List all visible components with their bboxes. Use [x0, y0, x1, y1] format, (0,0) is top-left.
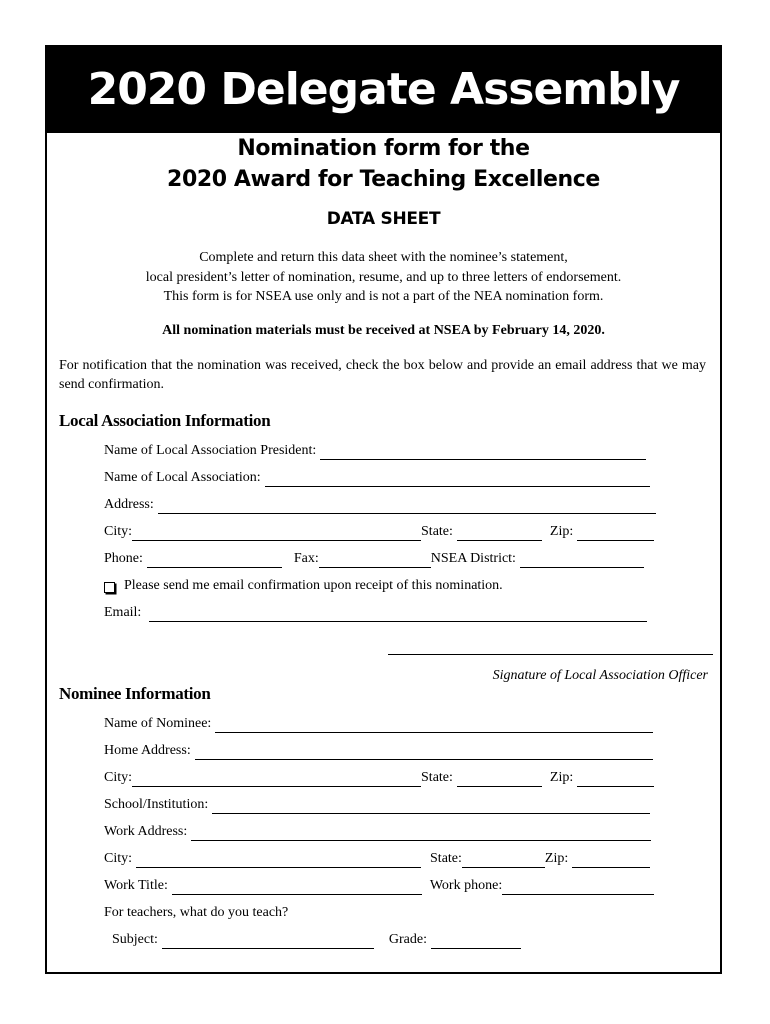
work-state-field[interactable] — [462, 852, 545, 868]
form-title-line1: Nomination form for the — [237, 136, 530, 161]
work-title-field[interactable] — [172, 879, 422, 895]
school-label: School/Institution: — [104, 797, 209, 812]
nominee-state-field[interactable] — [457, 771, 542, 787]
president-row — [104, 440, 646, 460]
association-row — [104, 467, 650, 487]
work-city-row — [104, 848, 650, 868]
city-field[interactable] — [132, 525, 421, 541]
state-label: State: — [421, 524, 453, 539]
fax-label: Fax: — [293, 551, 319, 566]
nominee-zip-label: Zip: — [549, 770, 574, 785]
nominee-state-label: State: — [421, 770, 453, 785]
district-field[interactable] — [520, 552, 644, 568]
nominee-name-field[interactable] — [215, 717, 653, 733]
phone-field[interactable] — [147, 552, 282, 568]
work-city-field[interactable] — [136, 852, 421, 868]
school-row — [104, 794, 650, 814]
association-label: Name of Local Association: — [104, 470, 261, 485]
city-state-zip-row — [104, 521, 654, 541]
subject-grade-row — [112, 929, 521, 949]
city-label: City: — [104, 524, 133, 539]
address-field[interactable] — [158, 498, 656, 514]
zip-label: Zip: — [549, 524, 574, 539]
teach-question-row — [104, 902, 288, 922]
banner-title: 2020 Delegate Assembly — [47, 47, 720, 133]
association-field[interactable] — [265, 471, 650, 487]
school-field[interactable] — [212, 798, 650, 814]
phone-label: Phone: — [104, 551, 143, 566]
grade-label: Grade: — [388, 932, 427, 947]
instruction-line-3: This form is for NSEA use only and is not a part of the NEA nomination form. — [163, 289, 604, 304]
work-phone-label: Work phone: — [429, 878, 503, 893]
deadline-notice: All nomination materials must be received at NSEA by February 14, 2020. — [162, 323, 605, 338]
nominee-city-row — [104, 767, 654, 787]
phone-fax-district-row — [104, 548, 644, 568]
home-address-field[interactable] — [195, 744, 653, 760]
state-field[interactable] — [457, 525, 542, 541]
work-title-row — [104, 875, 654, 895]
instruction-line-2: local president’s letter of nomination, resume, and up to three letters of endorsement. — [145, 270, 622, 285]
form-frame — [45, 45, 722, 974]
data-sheet-subtitle: DATA SHEET — [326, 209, 441, 229]
subject-field[interactable] — [162, 933, 374, 949]
email-label: Email: — [104, 605, 142, 620]
work-zip-field[interactable] — [572, 852, 650, 868]
subject-label: Subject: — [112, 932, 158, 947]
teach-question: For teachers, what do you teach? — [104, 905, 289, 920]
nominee-city-field[interactable] — [132, 771, 421, 787]
work-title-label: Work Title: — [104, 878, 168, 893]
signature-line[interactable] — [388, 654, 713, 655]
address-label: Address: — [104, 497, 154, 512]
zip-field[interactable] — [577, 525, 654, 541]
work-zip-label: Zip: — [544, 851, 569, 866]
work-address-label: Work Address: — [104, 824, 188, 839]
nominee-heading: Nominee Information — [59, 684, 211, 703]
district-label: NSEA District: — [430, 551, 516, 566]
home-address-row — [104, 740, 653, 760]
nominee-name-label: Name of Nominee: — [104, 716, 212, 731]
nominee-name-row — [104, 713, 653, 733]
confirmation-row — [104, 575, 503, 595]
instruction-line-1: Complete and return this data sheet with the nominee’s statement, — [199, 250, 568, 265]
grade-field[interactable] — [431, 933, 521, 949]
email-field[interactable] — [149, 606, 647, 622]
president-label: Name of Local Association President: — [104, 443, 317, 458]
nominee-zip-field[interactable] — [577, 771, 654, 787]
form-title-line2: 2020 Award for Teaching Excellence — [167, 167, 600, 192]
work-address-field[interactable] — [191, 825, 651, 841]
notification-paragraph: For notification that the nomination was received, check the box below and provide an email address that we may send confirmation. — [59, 358, 706, 392]
fax-field[interactable] — [319, 552, 431, 568]
home-address-label: Home Address: — [104, 743, 191, 758]
work-address-row — [104, 821, 651, 841]
address-row — [104, 494, 656, 514]
signature-caption: Signature of Local Association Officer — [492, 668, 708, 683]
president-field[interactable] — [320, 444, 646, 460]
work-state-label: State: — [430, 851, 462, 866]
work-phone-field[interactable] — [502, 879, 654, 895]
work-city-label: City: — [104, 851, 133, 866]
email-confirmation-checkbox[interactable] — [104, 582, 115, 593]
local-association-heading: Local Association Information — [59, 411, 271, 430]
nominee-city-label: City: — [104, 770, 133, 785]
email-row — [104, 602, 647, 622]
email-confirmation-label: Please send me email confirmation upon receipt of this nomination. — [124, 578, 503, 593]
